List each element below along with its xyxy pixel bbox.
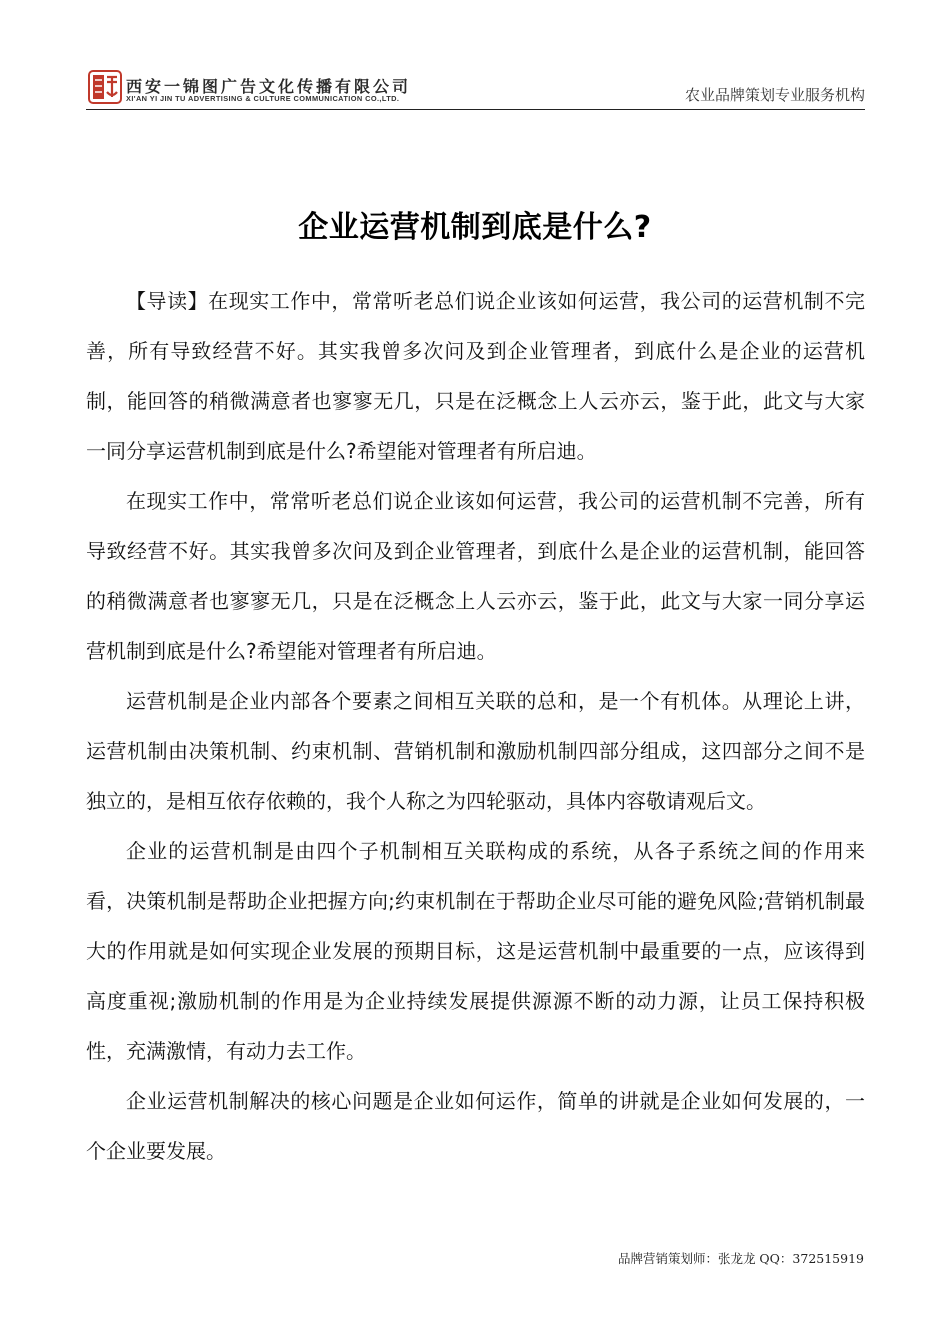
header-tagline: 农业品牌策划专业服务机构 <box>684 86 865 104</box>
footer-credit: 品牌营销策划师：张龙龙 QQ：372515919 <box>617 1251 864 1266</box>
article-title: 企业运营机制到底是什么? <box>298 210 652 246</box>
header-divider <box>86 109 865 110</box>
article-paragraph: 在现实工作中，常常听老总们说企业该如何运营，我公司的运营机制不完善，所有导致经营不好。其实我曾多次问及到企业管理者，到底什么是企业的运营机制，能回答的稍微满意者也寥寥无几，只是在泛概念上人云亦云，鉴于此，此文与大家一同分享运营机制到底是什么?希望能对管理者有所启迪。 <box>86 489 865 663</box>
company-name-en: XI'AN YI JIN TU ADVERTISING & CULTURE COMMUNICATION CO.,LTD. <box>126 94 400 103</box>
article-body <box>86 276 865 1176</box>
red-seal-logo-icon <box>88 70 122 104</box>
page-header <box>86 70 865 112</box>
article-paragraph: 企业运营机制解决的核心问题是企业如何运作，简单的讲就是企业如何发展的，一个企业要发展。 <box>86 1089 865 1163</box>
article-paragraph: 【导读】在现实工作中，常常听老总们说企业该如何运营，我公司的运营机制不完善，所有导致经营不好。其实我曾多次问及到企业管理者，到底什么是企业的运营机制，能回答的稍微满意者也寥寥无几，只是在泛概念上人云亦云，鉴于此，此文与大家一同分享运营机制到底是什么?希望能对管理者有所启迪。 <box>86 289 865 463</box>
article-paragraph: 运营机制是企业内部各个要素之间相互关联的总和，是一个有机体。从理论上讲，运营机制由决策机制、约束机制、营销机制和激励机制四部分组成，这四部分之间不是独立的，是相互依存依赖的，我个人称之为四轮驱动，具体内容敬请观后文。 <box>86 689 865 813</box>
article-paragraph: 企业的运营机制是由四个子机制相互关联构成的系统，从各子系统之间的作用来看，决策机制是帮助企业把握方向;约束机制在于帮助企业尽可能的避免风险;营销机制最大的作用就是如何实现企业发展的预期目标，这是运营机制中最重要的一点，应该得到高度重视;激励机制的作用是为企业持续发展提供源源不断的动力源，让员工保持积极性，充满激情，有动力去工作。 <box>86 839 865 1063</box>
company-name-cn: 西安一锦图广告文化传播有限公司 <box>126 77 412 96</box>
